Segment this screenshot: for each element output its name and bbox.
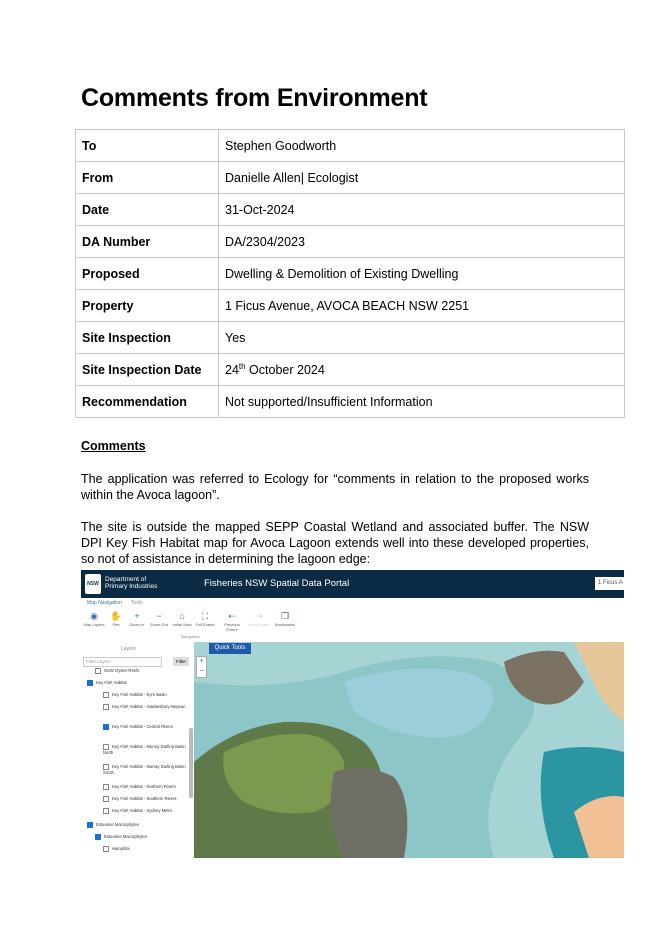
layer-label: Halophila <box>112 846 130 852</box>
layer-item[interactable] <box>103 808 187 814</box>
table-row <box>76 322 625 354</box>
tool-label: Zoom Out <box>150 622 168 627</box>
zoom-minus-icon[interactable]: − <box>199 668 204 675</box>
date-day: 24 <box>225 363 239 378</box>
layer-label: Key Fish Habitat - Murray Darling Basin North <box>103 744 186 755</box>
full-extent-icon: ⛶ <box>201 611 209 621</box>
next-extent-button[interactable] <box>248 610 270 627</box>
department-line-1: Department of <box>105 576 147 583</box>
portal-header <box>81 570 624 598</box>
table-row <box>76 194 625 226</box>
row-value: Not supported/Insufficient Information <box>219 386 625 418</box>
layer-label: Key Fish Habitat - Sydney Metro <box>112 808 173 814</box>
layer-item[interactable] <box>103 704 187 710</box>
tool-label: Next Extent <box>248 622 270 627</box>
date-rest: October 2024 <box>245 363 325 378</box>
tool-label: Zoom In <box>129 622 145 627</box>
layer-checkbox[interactable] <box>103 692 109 698</box>
table-row <box>76 130 625 162</box>
layer-item[interactable] <box>87 822 187 828</box>
layer-item[interactable] <box>103 764 187 775</box>
zoom-out-button[interactable] <box>148 610 170 627</box>
page-title: Comments from Environment <box>81 84 428 112</box>
row-value: DA/2304/2023 <box>219 226 625 258</box>
layer-label: Key Fish Habitat - Southern Rivers <box>112 796 177 802</box>
bookmarks-icon: ❐ <box>280 611 290 621</box>
row-key: Site Inspection Date <box>76 354 219 386</box>
layer-label: Key Fish Habitat - Eyre Basin <box>112 692 167 698</box>
layer-checkbox[interactable] <box>103 784 109 790</box>
next-extent-icon: ⇢ <box>255 611 263 621</box>
row-value: Yes <box>219 322 625 354</box>
comments-paragraph-1: The application was referred to Ecology for “comments in relation to the proposed works within the Avoca lagoon”. <box>81 472 589 502</box>
layers-panel <box>81 642 195 858</box>
layers-scrollbar[interactable] <box>189 728 193 798</box>
layer-item[interactable] <box>87 680 187 686</box>
table-row <box>76 386 625 418</box>
layer-checkbox[interactable] <box>103 846 109 852</box>
table-row <box>76 354 625 386</box>
zoom-plus-icon[interactable]: + <box>199 658 204 665</box>
row-value <box>219 354 625 386</box>
layer-checkbox[interactable] <box>87 680 93 686</box>
layer-checkbox[interactable] <box>103 724 109 730</box>
pan-icon: ✋ <box>110 611 122 621</box>
initial-view-button[interactable] <box>171 610 193 627</box>
zoom-in-icon: + <box>134 611 140 621</box>
row-key: Property <box>76 290 219 322</box>
row-key: Proposed <box>76 258 219 290</box>
previous-extent-icon: ⇠ <box>228 611 236 621</box>
layer-label: NSW Oyster Reefs <box>104 668 140 674</box>
address-search-input[interactable]: 1 Ficus A <box>595 577 624 590</box>
row-key: Recommendation <box>76 386 219 418</box>
date-ordinal: th <box>238 361 246 371</box>
layer-label: Key Fish Habitat - Northern Rivers <box>112 784 176 790</box>
layer-label: Estuarine Macrophytes <box>96 822 139 828</box>
layer-item[interactable] <box>103 692 187 698</box>
row-value: Stephen Goodworth <box>219 130 625 162</box>
row-value: 31-Oct-2024 <box>219 194 625 226</box>
row-value: 1 Ficus Avenue, AVOCA BEACH NSW 2251 <box>219 290 625 322</box>
tool-label: Pan <box>112 622 120 627</box>
row-value: Dwelling & Demolition of Existing Dwelling <box>219 258 625 290</box>
row-key: Site Inspection <box>76 322 219 354</box>
filter-button[interactable]: Filter <box>173 657 189 666</box>
tool-label: Initial View <box>172 622 192 627</box>
pan-button[interactable] <box>105 610 127 627</box>
table-row <box>76 162 625 194</box>
table-row <box>76 258 625 290</box>
row-key: To <box>76 130 219 162</box>
full-extent-button[interactable] <box>194 610 216 627</box>
navigation-toolbar <box>81 608 624 643</box>
tab-tools[interactable]: Tools <box>131 600 143 606</box>
layer-label: Estuarine Macrophytes <box>104 834 147 840</box>
layer-item[interactable] <box>103 724 187 730</box>
layer-item[interactable] <box>95 668 187 674</box>
layer-item[interactable] <box>95 834 187 840</box>
row-key: From <box>76 162 219 194</box>
map-screenshot <box>81 570 624 858</box>
tool-label: Bookmarks <box>274 622 295 627</box>
layer-label: Key Fish Habitat - Central Rivers <box>112 724 173 730</box>
layer-item[interactable] <box>103 784 187 790</box>
tool-label: Full Extent <box>195 622 215 627</box>
nsw-logo: NSW <box>85 574 101 594</box>
filter-layers-input[interactable]: Filter Layers <box>83 657 162 667</box>
zoom-out-icon: − <box>156 611 162 621</box>
layer-label: Key Fish Habitat - Murray Darling Basin South <box>103 764 186 775</box>
bookmarks-button[interactable] <box>274 610 296 627</box>
satellite-imagery <box>194 642 624 858</box>
navigation-group-label: Navigation <box>181 634 200 639</box>
layers-panel-title: Layers <box>121 646 137 652</box>
layers-icon: ◉ <box>90 611 98 621</box>
layer-item[interactable] <box>103 744 187 755</box>
initial-view-icon: ⌂ <box>179 611 185 621</box>
tool-label: Map Layers <box>83 622 105 627</box>
department-line-2: Primary Industries <box>105 583 158 590</box>
layer-label: Key Fish Habitat <box>96 680 127 686</box>
comments-heading: Comments <box>81 439 146 453</box>
zoom-in-button[interactable] <box>126 610 148 627</box>
department-name <box>105 576 157 590</box>
quick-tools-button[interactable]: Quick Tools <box>209 643 251 654</box>
row-key: Date <box>76 194 219 226</box>
tab-map-navigation[interactable]: Map Navigation <box>87 600 122 606</box>
layer-checkbox[interactable] <box>103 796 109 802</box>
zoom-control[interactable] <box>196 656 207 678</box>
portal-tabs <box>81 598 624 608</box>
row-key: DA Number <box>76 226 219 258</box>
tool-label: Previous Extent <box>224 622 240 632</box>
info-table <box>75 129 625 418</box>
table-row <box>76 290 625 322</box>
layer-checkbox[interactable] <box>103 704 109 710</box>
layer-checkbox[interactable] <box>95 834 101 840</box>
previous-extent-button[interactable] <box>221 610 243 632</box>
layer-item[interactable] <box>103 796 187 802</box>
satellite-map[interactable] <box>194 642 624 858</box>
portal-title: Fisheries NSW Spatial Data Portal <box>204 578 350 589</box>
comments-paragraph-2: The site is outside the mapped SEPP Coastal Wetland and associated buffer. The NSW DPI Key Fish Habitat map for Avoca Lagoon extends well into these developed properties, so not of assistance in determining the lagoon edge: <box>81 520 589 566</box>
layer-label: Key Fish Habitat - Hawkesbury-Nepean <box>112 704 186 710</box>
layer-checkbox[interactable] <box>103 808 109 814</box>
layer-checkbox[interactable] <box>95 668 101 674</box>
layer-item[interactable] <box>103 846 187 852</box>
layer-checkbox[interactable] <box>87 822 93 828</box>
table-row <box>76 226 625 258</box>
row-value: Danielle Allen| Ecologist <box>219 162 625 194</box>
map-layers-button[interactable] <box>83 610 105 627</box>
